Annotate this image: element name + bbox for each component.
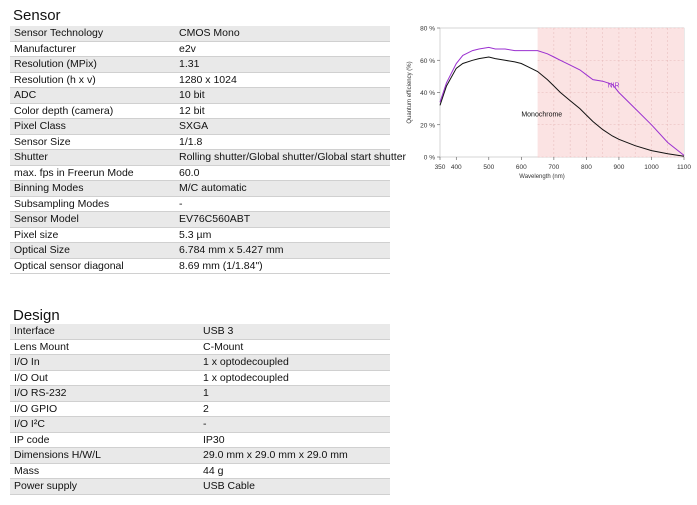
spec-label: Subsampling Modes (14, 197, 110, 210)
spec-value: 1 (203, 387, 209, 399)
spec-value: 1/1.8 (179, 135, 203, 148)
spec-row (10, 259, 390, 275)
spec-value: e2v (179, 42, 196, 55)
x-tick-label: 500 (483, 164, 495, 171)
spec-value: Rolling shutter/Global shutter/Global start shutter (179, 151, 407, 163)
x-tick-label: 800 (580, 164, 592, 171)
spec-label: Optical Size (14, 244, 71, 256)
spec-row (10, 150, 407, 166)
series-label-monochrome: Monochrome (521, 111, 563, 119)
design-spec-table (10, 324, 390, 495)
x-tick-label: 700 (548, 164, 560, 171)
spec-label: Mass (14, 464, 40, 477)
spec-label: Pixel size (14, 228, 59, 241)
spec-label: max. fps in Freerun Mode (14, 166, 134, 179)
spec-value: 8.69 mm (1/1.84") (179, 259, 263, 272)
spec-value: SXGA (179, 120, 209, 132)
spec-value: M/C automatic (179, 182, 247, 194)
x-axis-label: Wavelength (nm) (519, 174, 565, 180)
spec-value: 10 bit (179, 89, 205, 101)
spec-label: Sensor Size (14, 135, 71, 148)
spec-label: ADC (14, 89, 37, 101)
design-section-title: Design (13, 307, 60, 324)
x-tick-label: 1000 (644, 164, 659, 171)
spec-row (10, 88, 390, 104)
spec-label: Manufacturer (14, 42, 76, 55)
spec-label: Lens Mount (14, 340, 69, 353)
spec-row (10, 166, 390, 182)
sensor-spec-table (10, 26, 407, 274)
spec-label: Pixel Class (14, 120, 66, 132)
spec-value: - (179, 197, 183, 210)
spec-label: I/O RS-232 (14, 387, 67, 399)
x-tick-label: 600 (515, 164, 527, 171)
spec-row (10, 135, 390, 151)
spec-value: USB 3 (203, 325, 234, 337)
spec-label: Color depth (camera) (14, 104, 114, 117)
spec-value: 44 g (203, 464, 224, 477)
spec-row (10, 197, 390, 213)
spec-row (10, 181, 390, 197)
sensor-section-title: Sensor (13, 7, 61, 24)
spec-label: Optical sensor diagonal (14, 259, 124, 272)
spec-row (10, 355, 390, 371)
spec-row (10, 243, 390, 259)
y-tick-label: 0 % (423, 154, 435, 162)
spec-value: 29.0 mm x 29.0 mm x 29.0 mm (203, 449, 348, 461)
y-tick-label: 60 % (420, 57, 435, 65)
spec-value: C-Mount (203, 340, 244, 353)
spec-value: CMOS Mono (179, 27, 240, 39)
series-label-nir: NIR (607, 82, 620, 90)
spec-row (10, 448, 390, 464)
spec-row (10, 26, 390, 42)
spec-value: 1 x optodecoupled (203, 356, 289, 368)
spec-label: Dimensions H/W/L (14, 449, 101, 461)
spec-label: Sensor Technology (14, 27, 104, 39)
spec-label: Shutter (14, 151, 48, 163)
spec-row (10, 324, 390, 340)
spec-label: Resolution (MPix) (14, 58, 97, 70)
spec-row (10, 73, 390, 89)
quantum-efficiency-chart (402, 18, 692, 193)
x-tick-label: 1100 (677, 164, 691, 171)
spec-value: 12 bit (179, 104, 205, 117)
spec-row (10, 57, 390, 73)
spec-row (10, 464, 390, 480)
spec-label: Interface (14, 325, 55, 337)
spec-row (10, 42, 390, 58)
spec-value: - (203, 418, 207, 430)
y-axis-label: Quantum efficiency (%) (407, 61, 413, 124)
spec-row (10, 433, 390, 449)
spec-value: 5.3 µm (179, 228, 212, 241)
spec-label: I/O GPIO (14, 402, 58, 415)
spec-value: 1280 x 1024 (179, 73, 237, 86)
spec-value: IP30 (203, 433, 225, 446)
spec-value: 1.31 (179, 58, 200, 70)
spec-row (10, 212, 390, 228)
spec-row (10, 371, 390, 387)
spec-value: EV76C560ABT (179, 213, 251, 225)
y-tick-label: 40 % (420, 90, 435, 97)
spec-label: IP code (14, 433, 50, 446)
spec-row (10, 340, 390, 356)
spec-label: Resolution (h x v) (14, 73, 96, 86)
spec-label: Power supply (14, 480, 78, 492)
spec-row (10, 228, 390, 244)
spec-label: I/O I²C (14, 418, 45, 430)
spec-row (10, 386, 390, 402)
spec-value: 60.0 (179, 166, 200, 179)
spec-value: 1 x optodecoupled (203, 371, 289, 384)
spec-value: 2 (203, 402, 209, 415)
spec-row (10, 119, 390, 135)
spec-value: USB Cable (203, 480, 255, 492)
spec-row (10, 104, 390, 120)
spec-row (10, 479, 390, 495)
x-tick-label: 400 (450, 164, 462, 171)
spec-row (10, 402, 390, 418)
x-tick-label: 900 (613, 164, 625, 171)
spec-label: I/O Out (14, 371, 48, 384)
spec-label: Sensor Model (14, 213, 79, 225)
spec-value: 6.784 mm x 5.427 mm (179, 244, 284, 256)
spec-row (10, 417, 390, 433)
x-tick-label: 350 (434, 164, 446, 171)
spec-label: I/O In (14, 356, 40, 368)
spec-label: Binning Modes (14, 182, 84, 194)
y-tick-label: 20 % (420, 122, 435, 130)
y-tick-label: 80 % (420, 25, 435, 33)
